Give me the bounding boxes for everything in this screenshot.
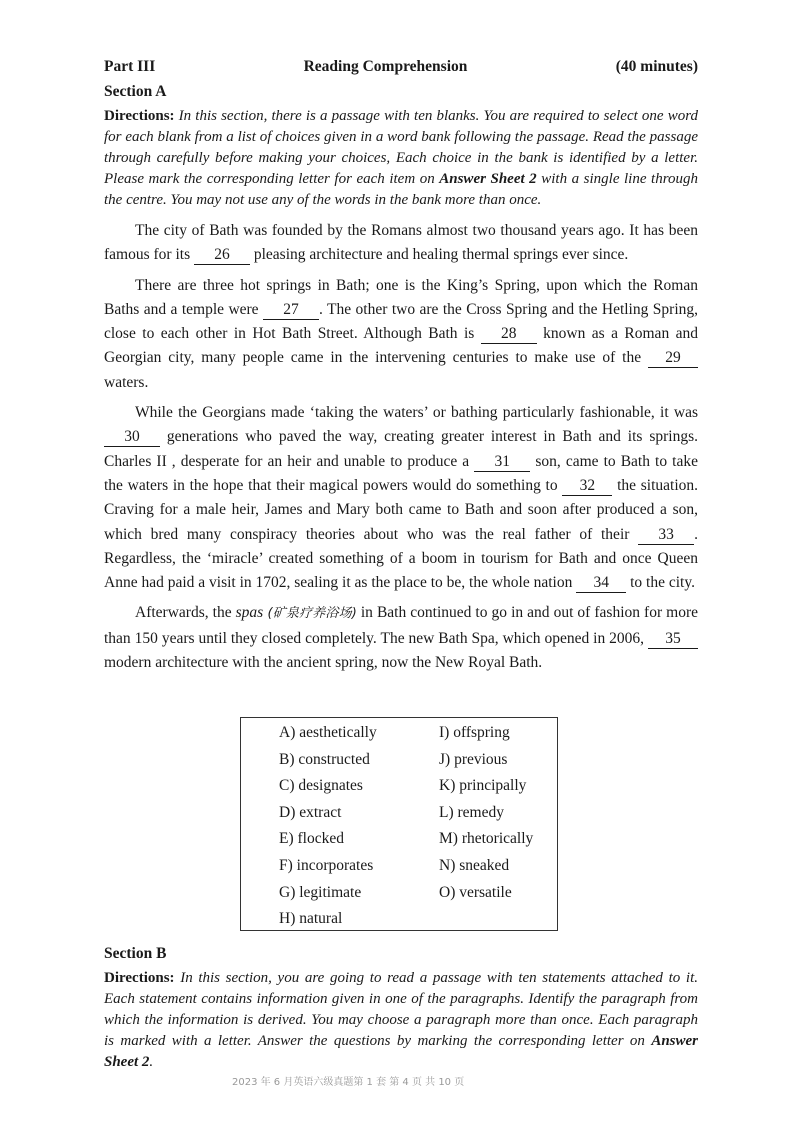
exam-page — [104, 58, 698, 681]
paragraph-4 — [104, 601, 698, 675]
word-choice-f: F) incorporates — [279, 856, 374, 874]
directions-text: In this section, there is a passage with ten blanks. You are required to select one word for each blank from a list of choices given in a word bank following the passage. Read the passage through carefully before making your choices, Each choice in the bank is identified by a letter. Please mark the corresponding letter for each item on — [104, 108, 698, 187]
blank-28: 28 — [481, 325, 537, 344]
paragraph-2 — [104, 274, 698, 395]
word-choice-o: O) versatile — [439, 883, 512, 901]
passage-text: There are three hot springs in Bath; one is the King’s Spring, upon which the Roman Baths and a temple were — [104, 276, 698, 318]
blank-34: 34 — [576, 574, 626, 593]
blank-35: 35 — [648, 630, 698, 649]
answer-sheet-ref: Answer Sheet 2 — [104, 1033, 698, 1070]
paragraph-1 — [104, 219, 698, 268]
section-b-title: Section B — [104, 945, 167, 962]
page-footer — [232, 1075, 568, 1087]
word-bank-right-column — [439, 720, 533, 906]
word-choice-e: E) flocked — [279, 830, 344, 848]
blank-27: 27 — [263, 301, 319, 320]
part-title: Reading Comprehension — [303, 58, 468, 75]
passage-text: known as a Roman and Georgian city, many people came in the intervening centuries to make use of the — [104, 325, 698, 367]
word-bank-left-column — [279, 720, 377, 933]
directions-label: Directions: — [104, 108, 175, 124]
paragraph-3 — [104, 401, 698, 595]
passage-text: modern architecture with the ancient spring, now the New Royal Bath. — [104, 654, 543, 672]
blank-31: 31 — [474, 453, 530, 472]
word-choice-n: N) sneaked — [439, 856, 510, 874]
word-choice-g: G) legitimate — [279, 883, 362, 901]
passage-text: . Regardless, the ‘miracle’ created something of a boom in tourism for Bath and once Queen Anne had paid a visit in 1702, sealing it as the place to be, the whole nation — [104, 525, 698, 592]
word-bank — [240, 717, 558, 931]
passage-text: the situation. Craving for a male heir, James and Mary both came to Bath and soon after produced a son, which bred many conspiracy theories about who was the real father of their — [104, 476, 698, 543]
passage-text: in Bath continued to go in and out of fashion for more than 150 years until they closed completely. The new Bath Spa, which opened in 2006, — [104, 604, 699, 647]
blank-30: 30 — [104, 428, 160, 447]
blank-26: 26 — [194, 246, 250, 265]
word-choice-c: C) designates — [279, 777, 363, 795]
word-choice-d: D) extract — [279, 803, 342, 821]
word-choice-m: M) rhetorically — [439, 830, 534, 848]
part-heading — [104, 58, 698, 82]
footer-text: 2023 年 6 月英语六级真题第 1 套 第 4 页 共 10 页 — [232, 1077, 465, 1087]
directions-text-end: . — [149, 1054, 154, 1070]
passage-text: to the city. — [626, 574, 695, 592]
section-a-title: Section A — [104, 83, 167, 100]
section-b-directions — [104, 968, 698, 1073]
blank-32: 32 — [562, 477, 612, 496]
word-choice-b: B) constructed — [279, 750, 370, 768]
word-choice-a: A) aesthetically — [279, 724, 377, 741]
directions-text: In this section, you are going to read a passage with ten statements attached to it. Each statement contains information given in one of the paragraphs. Identify the paragraph from which the information is derived. You may choose a paragraph more than once. Each paragraph is marked with a letter. Answer the questions by marking the corresponding letter on — [104, 970, 698, 1049]
passage-text: The city of Bath was founded by the Romans almost two thousand years ago. It has been famous for its — [104, 222, 698, 264]
word-choice-j: J) previous — [439, 750, 508, 768]
time-limit: (40 minutes) — [615, 58, 698, 75]
part-label: Part III — [104, 58, 156, 75]
passage-text: . The other two are the Cross Spring and the Hetling Spring, close to each other in Hot Bath Street. Although Bath is — [104, 300, 699, 343]
blank-29: 29 — [648, 349, 698, 368]
word-choice-k: K) principally — [439, 777, 527, 795]
chinese-gloss: (矿泉疗养浴场) — [263, 606, 357, 622]
passage-text: While the Georgians made ‘taking the waters’ or bathing particularly fashionable, it was — [135, 404, 698, 422]
spas-term: spas — [235, 604, 264, 622]
section-a-directions — [104, 106, 698, 211]
passage-text: son, came to Bath to take the waters in the hope that their magical powers would do something to — [104, 452, 698, 494]
passage-text: waters. — [104, 373, 149, 391]
word-choice-l: L) remedy — [439, 803, 504, 821]
reading-passage — [104, 219, 698, 675]
word-choice-i: I) offspring — [439, 724, 510, 741]
blank-33: 33 — [638, 526, 694, 545]
answer-sheet-ref: Answer Sheet 2 — [439, 171, 537, 187]
directions-label: Directions: — [104, 970, 175, 986]
directions-text-end: with a single line through the centre. You may not use any of the words in the bank more than once. — [104, 171, 698, 208]
passage-text: pleasing architecture and healing thermal springs ever since. — [249, 246, 629, 264]
passage-text: generations who paved the way, creating greater interest in Bath and its springs. Charles II , desperate for an heir and unable to produce a — [104, 428, 698, 470]
word-choice-h: H) natural — [279, 910, 343, 928]
passage-text: Afterwards, the — [135, 604, 236, 622]
section-b — [104, 944, 698, 1073]
